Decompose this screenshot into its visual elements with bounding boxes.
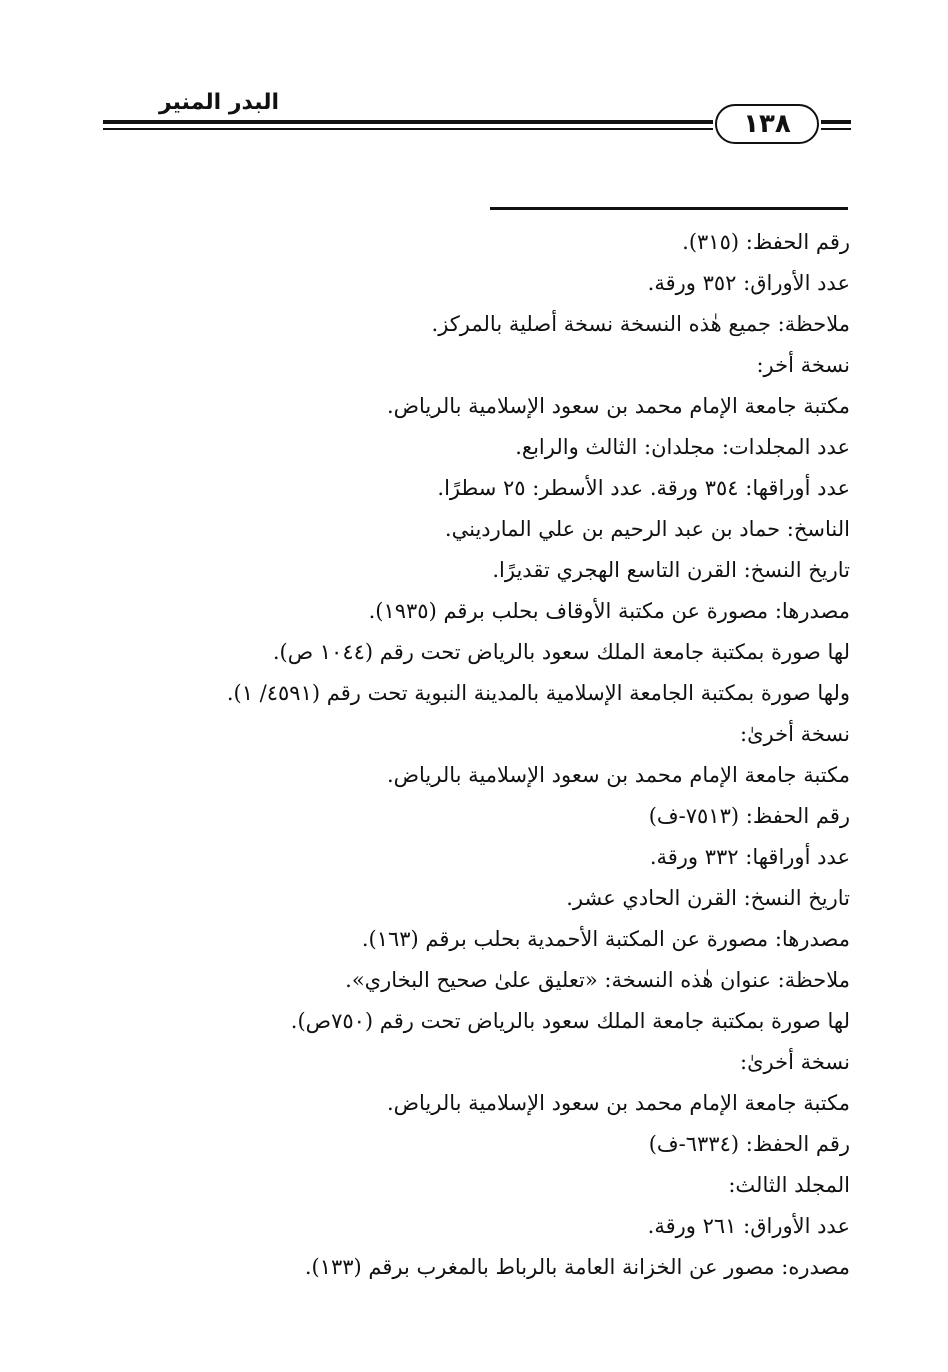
text-line: نسخة أخرىٰ: — [740, 722, 850, 746]
text-line: مصدرها: مصورة عن مكتبة الأوقاف بحلب برقم (١٩٣٥). — [368, 599, 850, 623]
text-line: مكتبة جامعة الإمام محمد بن سعود الإسلامية بالرياض. — [386, 1091, 850, 1115]
text-line: عدد المجلدات: مجلدان: الثالث والرابع. — [515, 435, 850, 459]
text-line: لها صورة بمكتبة جامعة الملك سعود بالرياض تحت رقم (٧٥٠ص). — [290, 1009, 850, 1033]
text-line: رقم الحفظ: (٣١٥). — [682, 230, 850, 254]
page-number-frame — [715, 104, 819, 144]
header-rule-thick — [103, 120, 713, 124]
page-header — [103, 88, 851, 158]
text-line: الناسخ: حماد بن عبد الرحيم بن علي المارديني. — [444, 517, 850, 541]
text-line: عدد الأوراق: ٢٦١ ورقة. — [647, 1214, 850, 1238]
text-line: ملاحظة: عنوان هٰذه النسخة: «تعليق علىٰ صحيح البخاري». — [345, 968, 850, 992]
text-line: لها صورة بمكتبة جامعة الملك سعود بالرياض تحت رقم (١٠٤٤ ص). — [272, 640, 850, 664]
header-rule-right-thin — [821, 128, 851, 130]
text-line: رقم الحفظ: (٧٥١٣-ف) — [648, 804, 850, 828]
text-line: مكتبة جامعة الإمام محمد بن سعود الإسلامية بالرياض. — [386, 763, 850, 787]
text-line: عدد أوراقها: ٣٣٢ ورقة. — [649, 845, 850, 869]
text-line: نسخة أخرىٰ: — [740, 1050, 850, 1074]
text-line: المجلد الثالث: — [728, 1173, 850, 1197]
body-text — [190, 222, 850, 1288]
text-line: عدد أوراقها: ٣٥٤ ورقة. عدد الأسطر: ٢٥ سطرًا. — [437, 476, 850, 500]
book-title: البدر المنير — [158, 90, 279, 115]
text-line: تاريخ النسخ: القرن التاسع الهجري تقديرًا. — [492, 558, 850, 582]
text-line: مكتبة جامعة الإمام محمد بن سعود الإسلامية بالرياض. — [386, 394, 850, 418]
text-line: تاريخ النسخ: القرن الحادي عشر. — [566, 886, 850, 910]
text-line: ولها صورة بمكتبة الجامعة الإسلامية بالمدينة النبوية تحت رقم (٤٥٩١/ ١). — [226, 681, 850, 705]
header-rule-thin — [103, 128, 713, 130]
content-separator — [490, 207, 848, 210]
header-rule-right-thick — [821, 120, 851, 124]
text-line: نسخة أخر: — [756, 353, 850, 377]
text-line: مصدرها: مصورة عن المكتبة الأحمدية بحلب برقم (١٦٣). — [361, 927, 850, 951]
page-number: ١٣٨ — [743, 109, 791, 139]
text-line: رقم الحفظ: (٦٣٣٤-ف) — [648, 1132, 850, 1156]
text-line: ملاحظة: جميع هٰذه النسخة نسخة أصلية بالمركز. — [431, 312, 850, 336]
text-line: مصدره: مصور عن الخزانة العامة بالرباط بالمغرب برقم (١٣٣). — [304, 1255, 850, 1279]
text-line: عدد الأوراق: ٣٥٢ ورقة. — [647, 271, 850, 295]
